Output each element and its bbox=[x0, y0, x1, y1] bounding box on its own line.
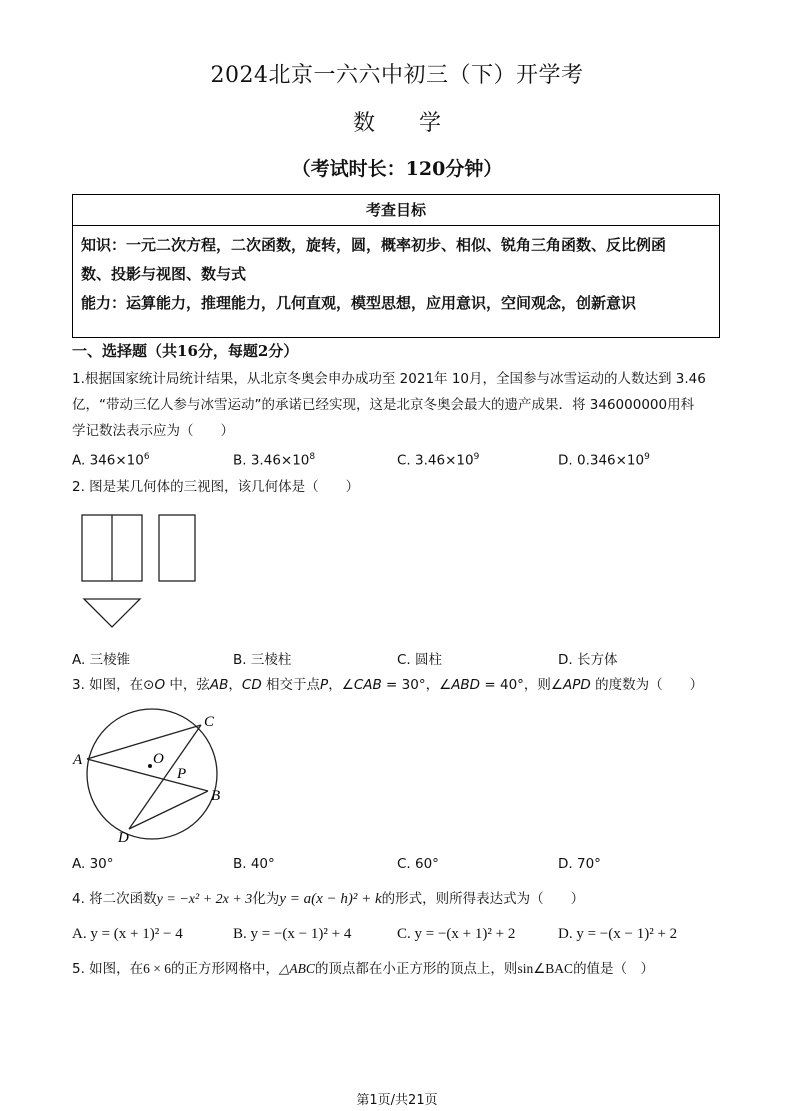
q2-option-c: C. 圆柱 bbox=[397, 652, 443, 668]
q1-option-c: C. $3.46\times 10^9$ bbox=[397, 452, 480, 469]
circle-o bbox=[87, 709, 217, 839]
q3-option-a: A. 30° bbox=[72, 856, 114, 872]
exam-duration: （考试时长：120分钟） bbox=[291, 158, 503, 180]
side-view bbox=[159, 515, 195, 581]
q2-option-d: D. 长方体 bbox=[558, 652, 618, 668]
objectives-body bbox=[81, 231, 713, 318]
q4-option-a: A. y = (x + 1)² − 4 bbox=[72, 926, 183, 942]
q2-option-b: B. 三棱柱 bbox=[233, 652, 292, 668]
subject-title: 数 学 bbox=[352, 111, 441, 136]
q5-stem: 5. 如图，在6 × 6的正方形网格中，△ABC的顶点都在小正方形的顶点上，则sin∠BAC的值是（ ） bbox=[72, 961, 655, 977]
q1-line1: 1.根据国家统计局统计结果，从北京冬奥会申办成功至 2021年 10月，全国参与冰雪运动的人数达到 3.46 bbox=[72, 371, 706, 387]
q1-option-d: D. $0.346\times 10^9$ bbox=[558, 452, 650, 469]
q1-option-a: A. $346\times 10^6$ bbox=[72, 452, 150, 469]
q4-option-c: C. y = −(x + 1)² + 2 bbox=[397, 926, 516, 942]
q3-stem: 3. 如图，在⊙O 中，弦AB，CD 相交于点P，∠CAB = 30°，∠ABD = 40°，则∠APD 的度数为（ ） bbox=[72, 677, 704, 693]
q4-option-b: B. y = −(x − 1)² + 4 bbox=[233, 926, 352, 942]
q2-option-a: A. 三棱锥 bbox=[72, 652, 131, 668]
label-o: O bbox=[153, 751, 164, 767]
top-view-triangle bbox=[84, 599, 140, 627]
objectives-knowledge-line2: 数、投影与视图、数与式 bbox=[81, 265, 247, 283]
q3-option-c: C. 60° bbox=[397, 856, 439, 872]
label-p: P bbox=[177, 766, 187, 782]
q3-option-d: D. 70° bbox=[558, 856, 601, 872]
label-c: C bbox=[204, 714, 215, 730]
q4-option-d: D. y = −(x − 1)² + 2 bbox=[558, 926, 678, 942]
label-b: B bbox=[211, 788, 221, 804]
q2-stem: 2. 图是某几何体的三视图，该几何体是（ ） bbox=[72, 479, 360, 495]
three-view-figure bbox=[78, 512, 203, 632]
page-title: 2024北京一六六中初三（下）开学考 bbox=[210, 63, 584, 88]
objectives-ability: 能力：运算能力，推理能力，几何直观，模型思想，应用意识，空间观念，创新意识 bbox=[81, 294, 637, 312]
center-point bbox=[148, 764, 152, 768]
label-a: A bbox=[73, 752, 83, 768]
q1-option-b: B. $3.46\times 10^8$ bbox=[233, 452, 316, 469]
objectives-heading: 考查目标 bbox=[73, 195, 719, 226]
section-heading: 一、选择题（共16分，每题2分） bbox=[72, 342, 299, 360]
chord-cd bbox=[129, 725, 201, 829]
q4-stem: 4. 将二次函数y = −x² + 2x + 3化为y = a(x − h)² + k的形式，则所得表达式为（ ） bbox=[72, 891, 585, 907]
q1-line2: 亿，“带动三亿人参与冰雪运动”的承诺已经实现，这是北京冬奥会最大的遗产成果．将 346000000用科 bbox=[72, 397, 695, 413]
objectives-knowledge-line1: 知识：一元二次方程，二次函数，旋转，圆，概率初步、相似、锐角三角函数、反比例函 bbox=[81, 236, 667, 254]
q3-option-b: B. 40° bbox=[233, 856, 275, 872]
chord-bd bbox=[129, 791, 208, 829]
circle-figure bbox=[70, 708, 235, 848]
question-1 bbox=[72, 366, 722, 444]
label-d: D bbox=[118, 830, 129, 846]
page-footer: 第1页/共21页 bbox=[356, 1093, 438, 1108]
chord-ab bbox=[87, 759, 208, 791]
q1-line3: 学记数法表示应为（ ） bbox=[72, 423, 234, 439]
objectives-box bbox=[72, 194, 720, 338]
